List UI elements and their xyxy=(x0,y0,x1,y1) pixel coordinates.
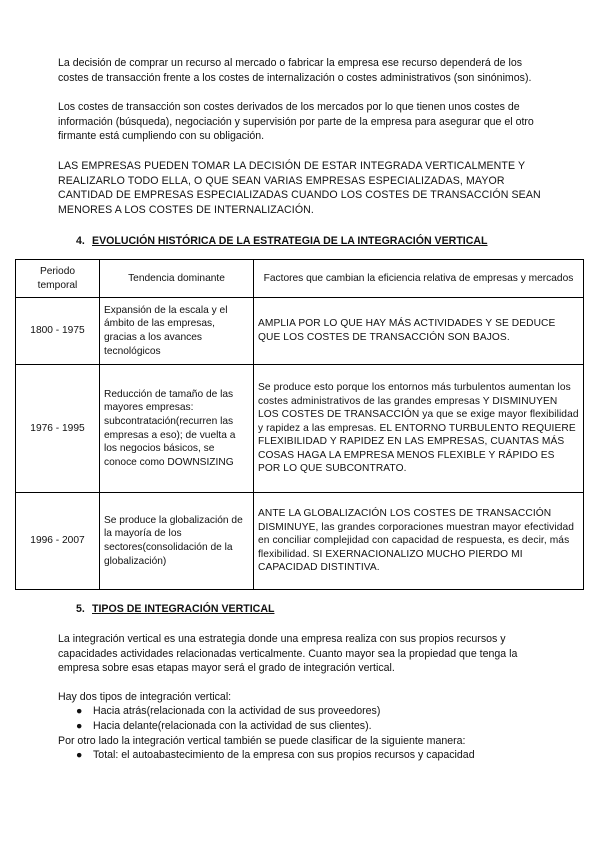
list-item xyxy=(58,719,550,734)
table-header-row xyxy=(16,260,584,298)
intro-paragraph-3: LAS EMPRESAS PUEDEN TOMAR LA DECISIÓN DE ESTAR INTEGRADA VERTICALMENTE Y REALIZARLO TODO ELLA, O QUE SEAN VARIAS EMPRESAS ESPECIALIZADAS, MAYOR CANTIDAD DE EMPRESAS ESPECIALIZADAS CUANDO LOS COSTES DE TRANSACCIÓN SEAN MENORES A LOS COSTES DE INTERNALIZACIÓN. xyxy=(58,160,541,216)
table-row xyxy=(16,365,584,493)
row-trend: Se produce la globalización de la mayoría de los sectores(consolidación de la globalización) xyxy=(100,493,254,590)
table-row xyxy=(16,298,584,365)
section-4-number: 4. xyxy=(76,235,85,247)
evolution-table xyxy=(15,259,584,590)
section-5-heading xyxy=(76,602,274,616)
row-factors: ANTE LA GLOBALIZACIÓN LOS COSTES DE TRANSACCIÓN DISMINUYE, las grandes corporaciones muestran mayor efectividad en conciliar complejidad con capacidad de respuesta, es decir, más flexibilidad. SI EXERNACIONALIZO MUCHO PIERDO MI CAPACIDAD DISTINTIVA. xyxy=(254,493,584,590)
row-period: 1996 - 2007 xyxy=(16,493,100,590)
section-4-title: EVOLUCIÓN HISTÓRICA DE LA ESTRATEGIA DE LA INTEGRACIÓN VERTICAL xyxy=(92,235,488,247)
types-list xyxy=(58,704,550,733)
section-5-title: TIPOS DE INTEGRACIÓN VERTICAL xyxy=(92,603,275,615)
intro-paragraph-2: Los costes de transacción son costes derivados de los mercados por lo que tienen unos costes de información (búsqueda), negociación y supervisión por parte de la empresa para asegurar que el otro firmante está cumpliendo con su obligación. xyxy=(58,101,534,143)
list-item-text: Hacia delante(relacionada con la actividad de sus clientes). xyxy=(93,719,372,732)
row-period: 1976 - 1995 xyxy=(16,365,100,493)
classification-intro: Por otro lado la integración vertical también se puede clasificar de la siguiente manera: xyxy=(58,735,466,747)
bullet-icon: ● xyxy=(76,719,83,732)
classification-list xyxy=(58,748,550,763)
row-trend: Expansión de la escala y el ámbito de las empresas, gracias a los avances tecnológicos xyxy=(100,298,254,365)
table-row xyxy=(16,493,584,590)
bullet-icon: ● xyxy=(76,705,83,717)
row-factors: AMPLIA POR LO QUE HAY MÁS ACTIVIDADES Y SE DEDUCE QUE LOS COSTES DE TRANSACCIÓN SON BAJOS. xyxy=(254,298,584,365)
section-4-heading xyxy=(76,234,488,248)
bullet-icon: ● xyxy=(76,749,83,761)
header-period: Periodo temporal xyxy=(16,260,100,298)
row-trend: Reducción de tamaño de las mayores empresas: subcontratación(recurren las empresas a eso); de vuelta a los negocios básicos, se conoce como DOWNSIZING xyxy=(100,365,254,493)
types-intro: Hay dos tipos de integración vertical: xyxy=(58,691,232,703)
intro-paragraph-1: La decisión de comprar un recurso al mercado o fabricar la empresa ese recurso dependerá de los costes de transacción frente a los costes de internalización o costes administrativos (son sinónimos). xyxy=(58,57,532,84)
row-factors: Se produce esto porque los entornos más turbulentos aumentan los costes administrativos de las grandes empresas Y DISMINUYEN LOS COSTES DE TRANSACCIÓN ya que se exige mayor flexibilidad y rapidez a las empresas. EL ENTORNO TURBULENTO REQUIERE FLEXIBILIDAD Y RAPIDEZ EN LAS EMPRESAS, CUANTAS MÁS COSAS HAGA LA EMPRESA MENOS FLEXIBLE Y RÁPIDO ES POR LO QUE SUBCONTRATO. xyxy=(254,365,584,493)
list-item xyxy=(58,748,550,763)
header-factors: Factores que cambian la eficiencia relativa de empresas y mercados xyxy=(254,260,584,298)
header-trend: Tendencia dominante xyxy=(100,260,254,298)
section-5-number: 5. xyxy=(76,603,85,615)
list-item xyxy=(58,704,550,719)
list-item-text: Hacia atrás(relacionada con la actividad de sus proveedores) xyxy=(93,705,381,717)
section-5-paragraph: La integración vertical es una estrategia donde una empresa realiza con sus propios recursos y capacidades actividades relacionadas verticalmente. Cuanto mayor sea la propiedad que tenga la empresa sobre esas etapas mayor será el grado de integración vertical. xyxy=(58,633,518,675)
row-period: 1800 - 1975 xyxy=(16,298,100,365)
list-item-text: Total: el autoabastecimiento de la empresa con sus propios recursos y capacidad xyxy=(93,749,475,761)
